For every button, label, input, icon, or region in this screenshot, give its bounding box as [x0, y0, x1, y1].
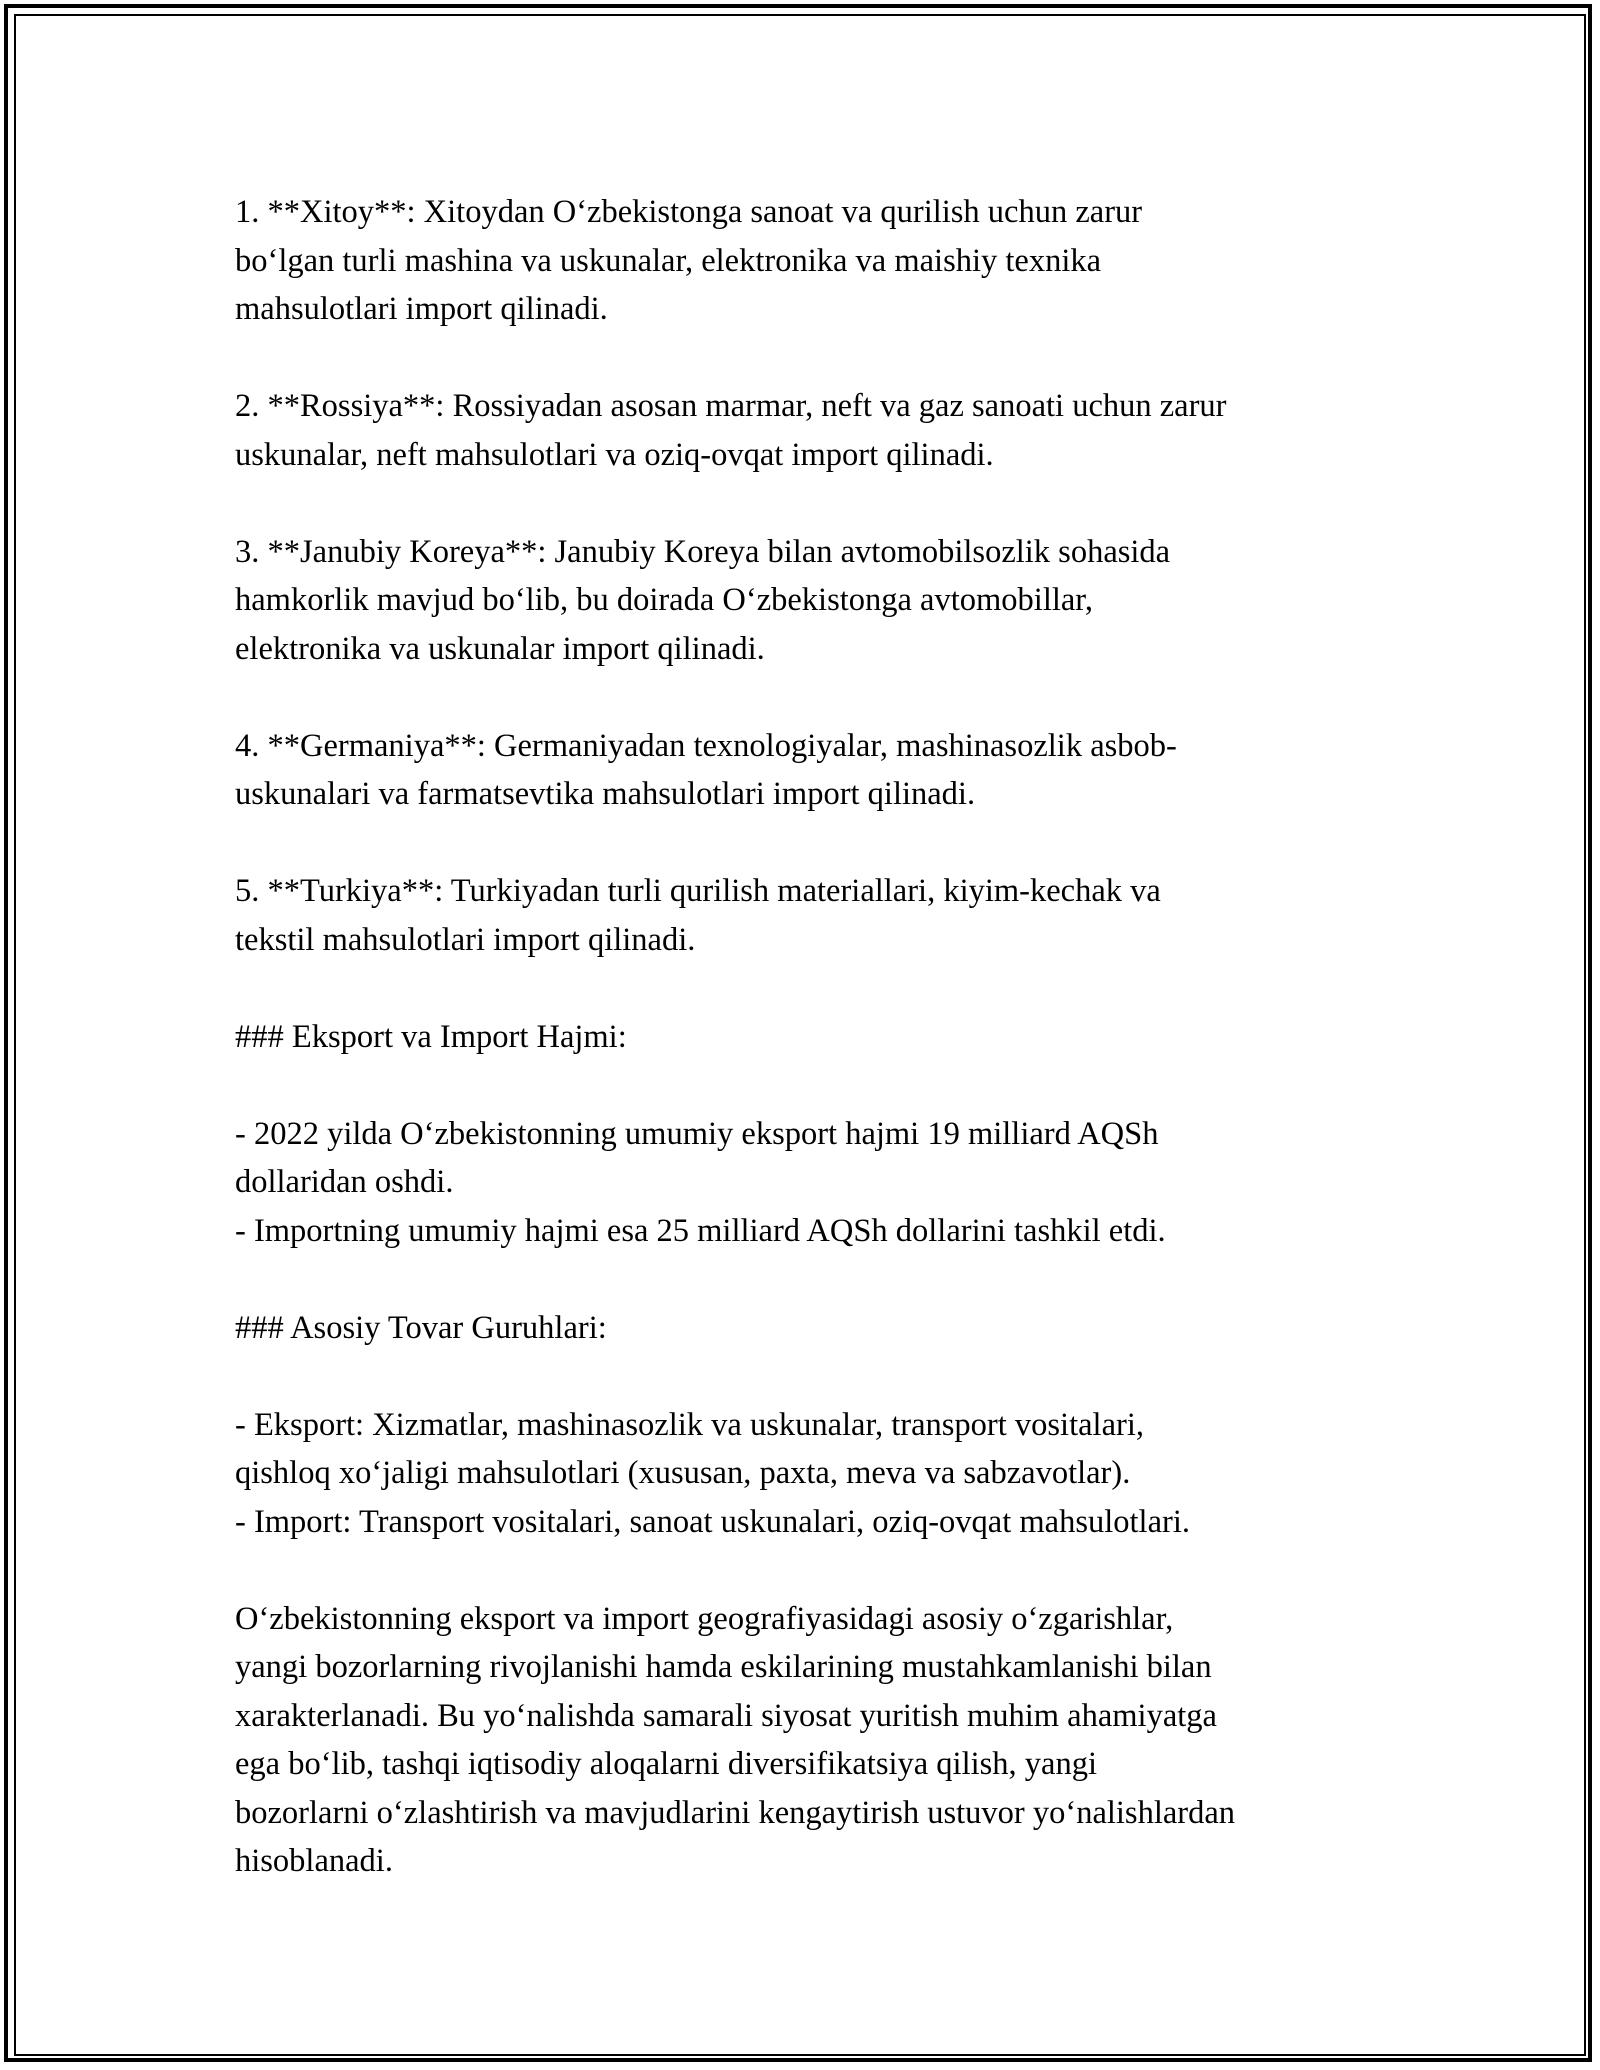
text-line: yangi bozorlarning rivojlanishi hamda eskilarining mustahkamlanishi bilan	[235, 1649, 1212, 1685]
text-line: 2. **Rossiya**: Rossiyadan asosan marmar, neft va gaz sanoati uchun zarur	[235, 388, 1227, 424]
list-item-korea	[235, 528, 1405, 674]
text-line: uskunalar, neft mahsulotlari va oziq-ovqat import qilinadi.	[235, 436, 994, 473]
heading-text: ### Asosiy Tovar Guruhlari:	[235, 1309, 607, 1346]
text-line: uskunalari va farmatsevtika mahsulotlari import qilinadi.	[235, 776, 976, 812]
text-line: - 2022 yilda O‘zbekistonning umumiy eksport hajmi 19 milliard AQSh	[235, 1115, 1159, 1152]
text-line: tekstil mahsulotlari import qilinadi.	[235, 921, 696, 958]
text-line: elektronika va uskunalar import qilinadi.	[235, 630, 765, 667]
text-line: bo‘lgan turli mashina va uskunalar, elektronika va maishiy texnika	[235, 242, 1102, 279]
goods-bullet-list	[235, 1401, 1405, 1547]
text-line: 1. **Xitoy**: Xitoydan O‘zbekistonga sanoat va qurilish uchun zarur	[235, 194, 1143, 230]
text-line: dollaridan oshdi.	[235, 1164, 454, 1200]
heading-text: ### Eksport va Import Hajmi:	[235, 1018, 627, 1055]
text-line: - Eksport: Xizmatlar, mashinasozlik va uskunalar, transport vositalari,	[235, 1406, 1144, 1443]
list-item-germany	[235, 722, 1405, 819]
list-item-russia	[235, 382, 1405, 479]
text-line: 3. **Janubiy Koreya**: Janubiy Koreya bilan avtomobilsozlik sohasida	[235, 533, 1171, 570]
text-line: O‘zbekistonning eksport va import geografiyasidagi asosiy o‘zgarishlar,	[235, 1600, 1174, 1637]
list-item-turkey	[235, 867, 1405, 964]
text-line: mahsulotlari import qilinadi.	[235, 291, 608, 327]
text-line: hamkorlik mavjud bo‘lib, bu doirada O‘zbekistonga avtomobillar,	[235, 582, 1093, 618]
conclusion-paragraph	[235, 1595, 1405, 1886]
text-line: 5. **Turkiya**: Turkiyadan turli qurilish materiallari, kiyim-kechak va	[235, 873, 1161, 909]
text-line: - Importning umumiy hajmi esa 25 milliard AQSh dollarini tashkil etdi.	[235, 1212, 1166, 1249]
section-heading-goods	[235, 1304, 1405, 1353]
text-line: - Import: Transport vositalari, sanoat uskunalari, oziq-ovqat mahsulotlari.	[235, 1503, 1190, 1540]
volume-bullet-list	[235, 1110, 1405, 1256]
text-line: ega bo‘lib, tashqi iqtisodiy aloqalarni diversifikatsiya qilish, yangi	[235, 1746, 1097, 1782]
text-line: bozorlarni o‘zlashtirish va mavjudlarini kengaytirish ustuvor yo‘nalishlardan	[235, 1794, 1236, 1831]
text-line: qishloq xo‘jaligi mahsulotlari (xususan, paxta, meva va sabzavotlar).	[235, 1455, 1131, 1491]
text-line: 4. **Germaniya**: Germaniyadan texnologiyalar, mashinasozlik asbob-	[235, 727, 1177, 764]
text-line: xarakterlanadi. Bu yo‘nalishda samarali siyosat yuritish muhim ahamiyatga	[235, 1697, 1217, 1734]
document-body	[235, 188, 1405, 1934]
text-line: hisoblanadi.	[235, 1843, 393, 1879]
list-item-china	[235, 188, 1405, 334]
section-heading-volume	[235, 1013, 1405, 1062]
